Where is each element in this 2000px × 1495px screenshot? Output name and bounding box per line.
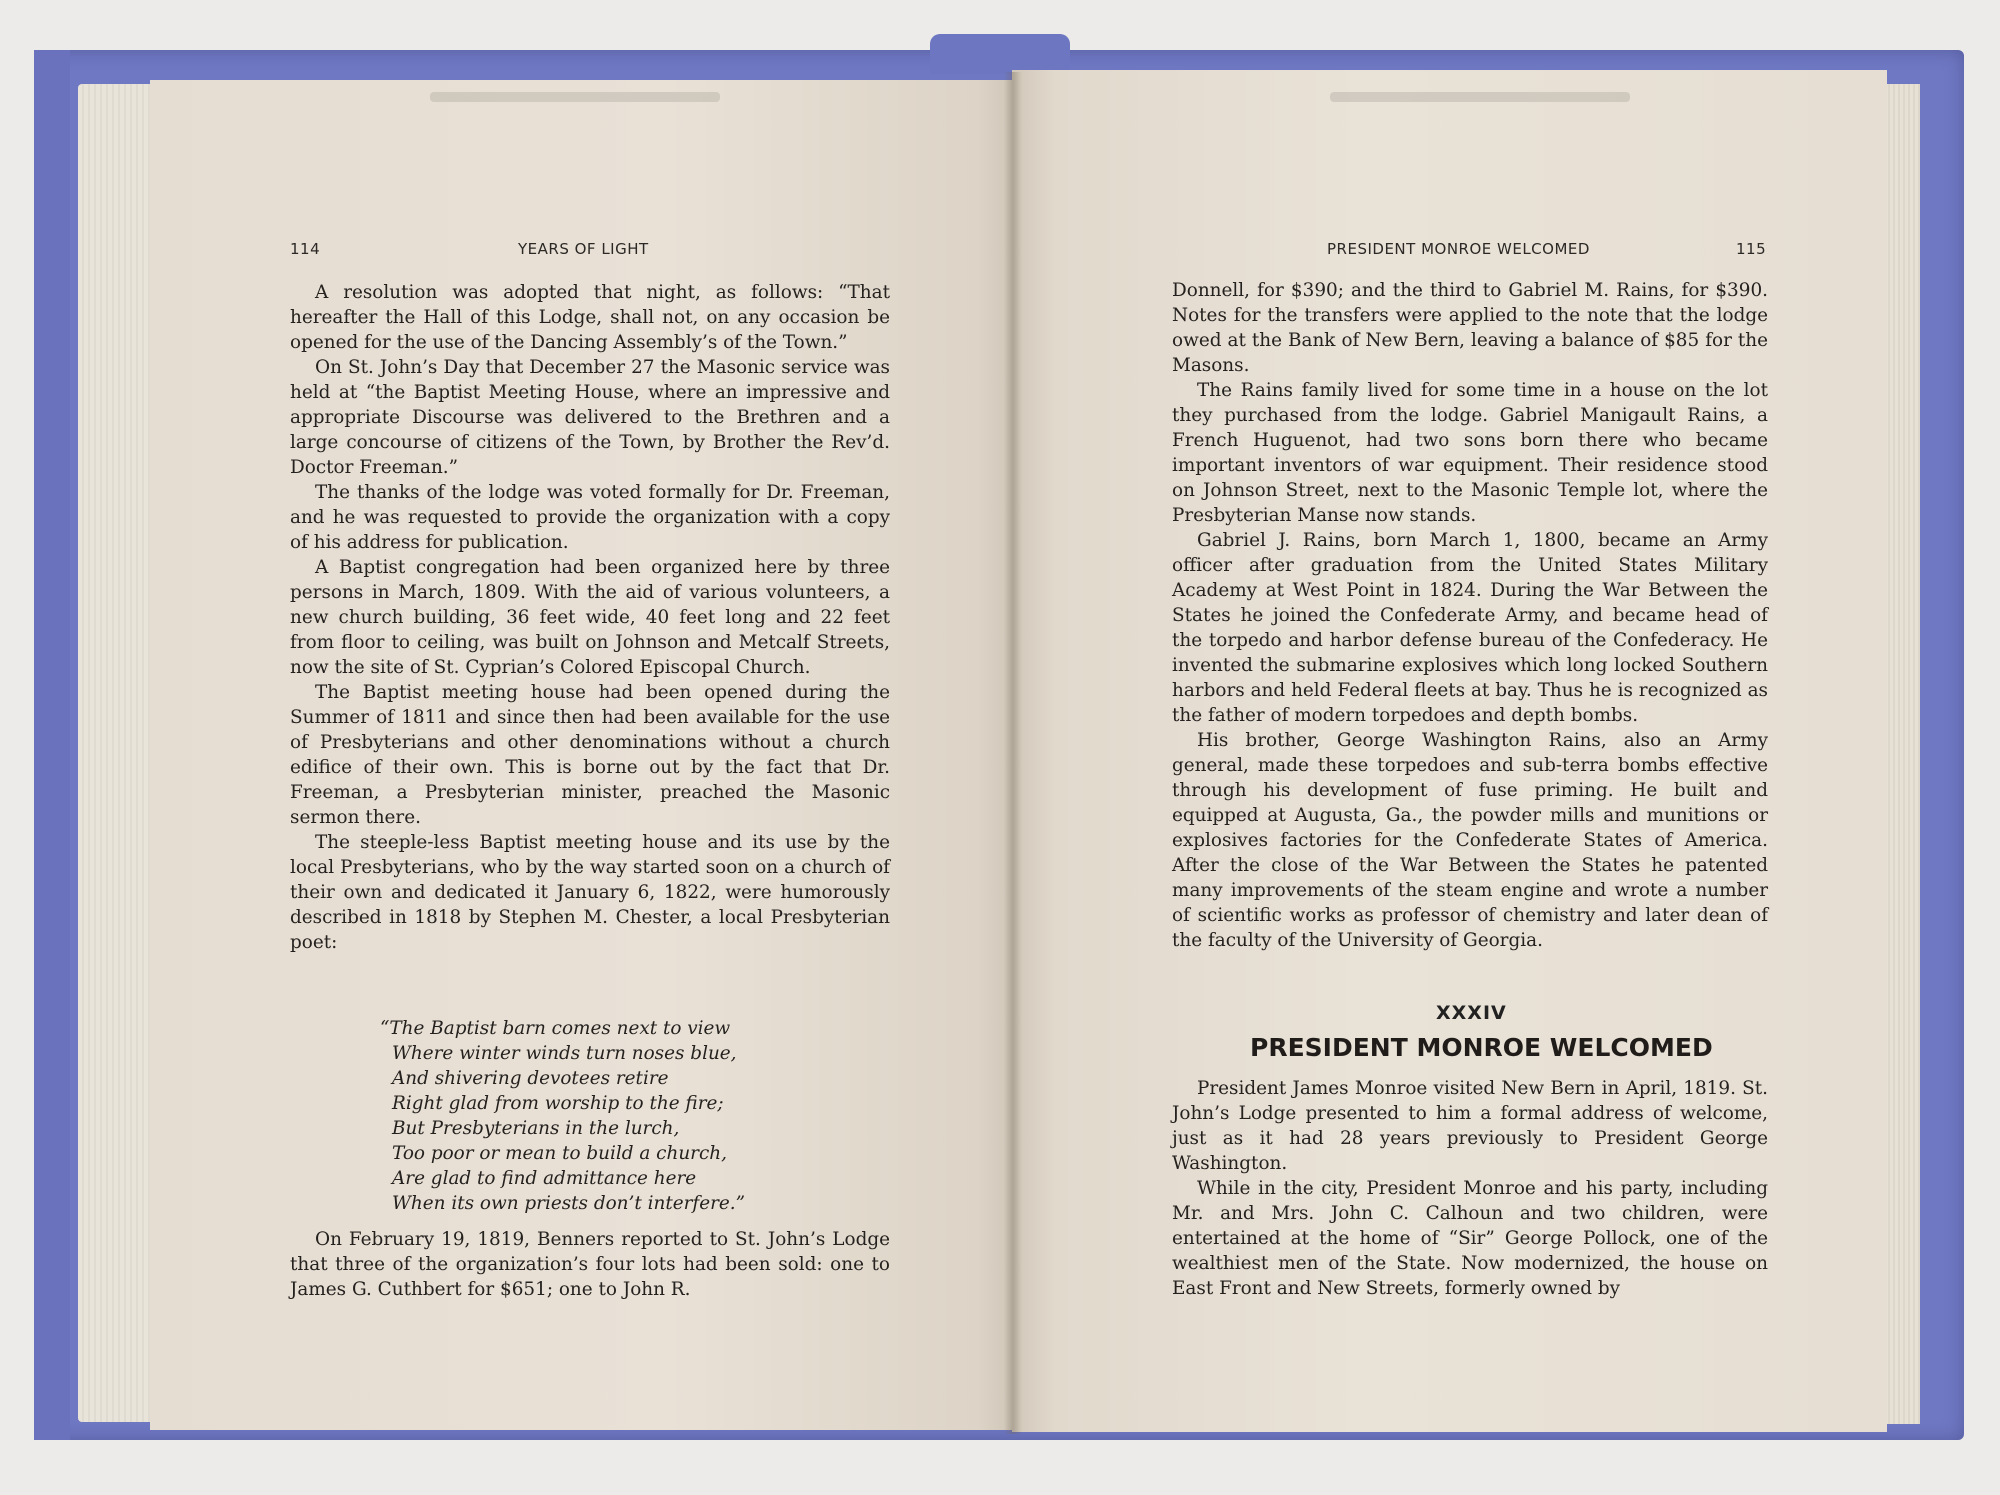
paragraph: On St. John’s Day that December 27 the Masonic service was held at “the Baptist Meeting House, where an impressive and appropriate Discourse was delivered to the Brethren and a large concourse of citizens of the Town, by Brother the Rev’d. Doctor Freeman.” [290,357,890,478]
left-page-body-continued [290,1227,890,1302]
book-cover-edge [34,50,70,1440]
chapter-body [1172,1076,1768,1301]
paragraph: Gabriel J. Rains, born March 1, 1800, became an Army officer after graduation from the United States Military Academy at West Point in 1824. During the War Between the States he joined the Confederate Army, and became head of the torpedo and harbor defense bureau of the Confederacy. He invented the submarine explosives which long locked Southern harbors and held Federal fleets at bay. Thus he is recognized as the father of modern torpedoes and depth bombs. [1172,530,1768,726]
poem-line: Right glad from worship to the fire; [392,1093,724,1114]
poem-line: When its own priests don’t interfere.” [392,1193,745,1214]
paragraph: A resolution was adopted that night, as follows: “That hereafter the Hall of this Lodge, shall not, on any occasion be opened for the use of the Dancing Assembly’s of the Town.” [290,282,890,353]
right-page-body [1172,278,1768,953]
right-running-head: PRESIDENT MONROE WELCOMED [1327,240,1590,258]
chapter-number: XXXIV [1436,1002,1507,1024]
left-page-body [290,280,890,955]
book-gutter [1004,72,1022,1434]
paragraph: The thanks of the lodge was voted formally for Dr. Freeman, and he was requested to provide the organization with a copy of his address for publication. [290,482,890,553]
paragraph: The steeple-less Baptist meeting house and its use by the local Presbyterians, who by the way started soon on a church of their own and dedicated it January 6, 1822, were humorously described in 1818 by Stephen M. Chester, a local Presbyterian poet: [290,832,890,953]
left-page-number: 114 [290,240,321,258]
poem [380,1016,745,1216]
right-page-number: 115 [1736,240,1767,258]
paragraph: A Baptist congregation had been organized here by three persons in March, 1809. With the aid of various volunteers, a new church building, 36 feet wide, 40 feet long and 22 feet from floor to ceiling, was built on Johnson and Metcalf Streets, now the site of St. Cyprian’s Colored Episcopal Church. [290,557,890,678]
continuation-paragraph: Donnell, for $390; and the third to Gabriel M. Rains, for $390. Notes for the transfers were applied to the note that the lodge owed at the Bank of New Bern, leaving a balance of $85 for the Masons. [1172,280,1768,376]
left-running-head: YEARS OF LIGHT [518,240,649,258]
show-through-heading-right [1330,92,1630,102]
paragraph: The Baptist meeting house had been opened during the Summer of 1811 and since then had been available for the use of Presbyterians and other denominations without a church edifice of their own. This is borne out by the fact that Dr. Freeman, a Presbyterian minister, preached the Masonic sermon there. [290,682,890,828]
poem-line: And shivering devotees retire [392,1068,669,1089]
poem-line: Are glad to find admittance here [392,1168,697,1189]
paragraph: While in the city, President Monroe and his party, including Mr. and Mrs. John C. Calhoun and two children, were entertained at the home of “Sir” George Pollock, one of the wealthiest men of the State. Now modernized, the house on East Front and New Streets, formerly owned by [1172,1178,1768,1299]
poem-line: Where winter winds turn noses blue, [392,1043,737,1064]
poem-line: Too poor or mean to build a church, [392,1143,727,1164]
paragraph: The Rains family lived for some time in a house on the lot they purchased from the lodge. Gabriel Manigault Rains, a French Huguenot, had two sons born there who became important inventors of war equipment. Their residence stood on Johnson Street, next to the Masonic Temple lot, where the Presbyterian Manse now stands. [1172,380,1768,526]
paragraph: On February 19, 1819, Benners reported to St. John’s Lodge that three of the organization’s four lots had been sold: one to James G. Cuthbert for $651; one to John R. [290,1229,890,1300]
paragraph: President James Monroe visited New Bern in April, 1819. St. John’s Lodge presented to him a formal address of welcome, just as it had 28 years previously to President George Washington. [1172,1078,1768,1174]
paragraph: His brother, George Washington Rains, also an Army general, made these torpedoes and sub-terra bombs effective through his development of fuse priming. He built and equipped at Augusta, Ga., the powder mills and munitions or explosives factories for the Confederate States of America. After the close of the War Between the States he patented many improvements of the steam engine and wrote a number of scientific works as professor of chemistry and later dean of the faculty of the University of Georgia. [1172,730,1768,951]
chapter-title: PRESIDENT MONROE WELCOMED [1250,1033,1713,1062]
book-spine [930,34,1070,74]
show-through-heading-left [430,92,720,102]
poem-line: But Presbyterians in the lurch, [392,1118,680,1139]
poem-line: “The Baptist barn comes next to view [380,1018,731,1039]
